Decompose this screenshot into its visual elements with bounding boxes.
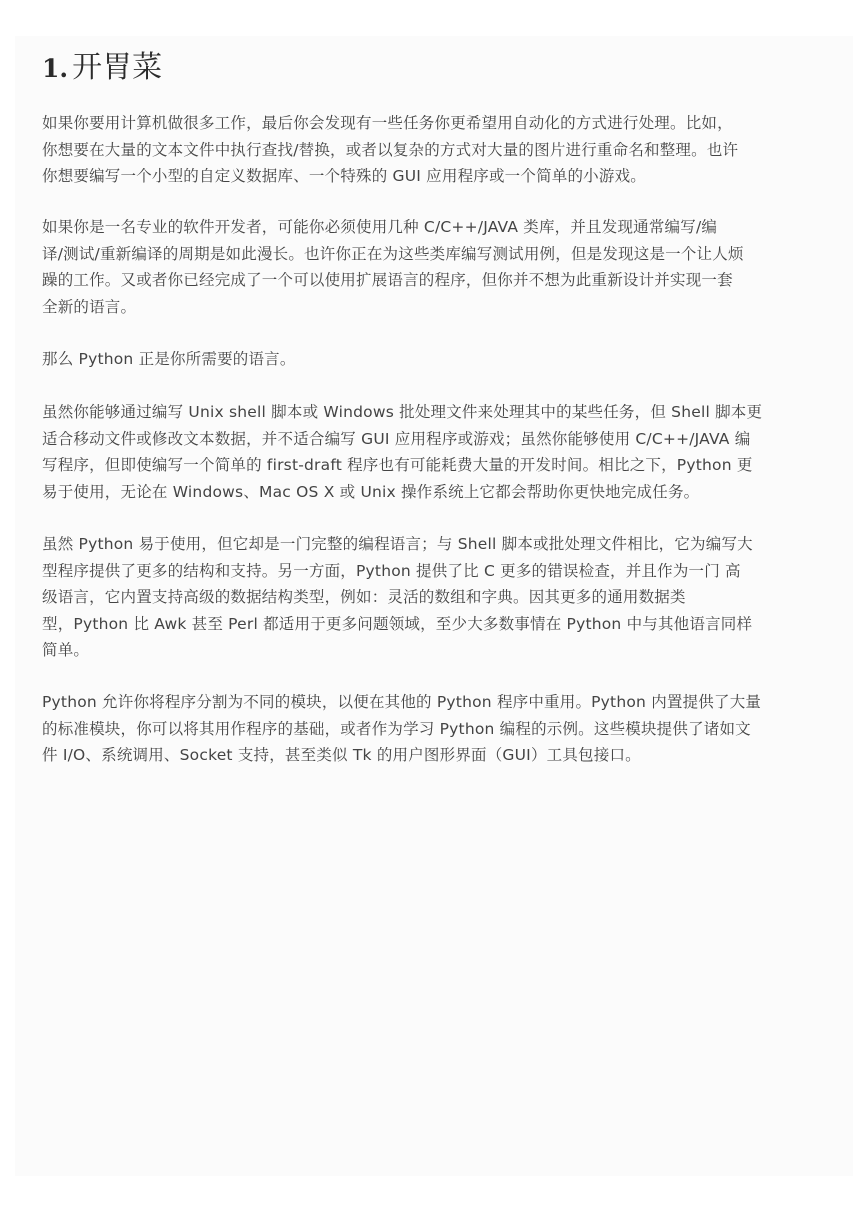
chapter-title: 开胃菜	[72, 50, 163, 85]
paragraph-1	[42, 110, 832, 190]
paragraph-line: 那么 Python 正是你所需要的语言。	[42, 350, 296, 368]
paragraph-line: 的标准模块，你可以将其用作程序的基础，或者作为学习 Python 编程的示例。这些模块提供了诸如文	[42, 719, 751, 738]
paragraph-line: 你想要编写一个小型的自定义数据库、一个特殊的 GUI 应用程序或一个简单的小游戏。	[42, 167, 646, 185]
paragraph-2	[42, 214, 832, 320]
chapter-number: 1.	[42, 54, 69, 83]
paragraph-line: 易于使用，无论在 Windows、Mac OS X 或 Unix 操作系统上它都会帮助你更快地完成任务。	[42, 482, 700, 501]
paragraph-line: 适合移动文件或修改文本数据，并不适合编写 GUI 应用程序或游戏；虽然你能够使用 C/C++/JAVA 编	[42, 429, 751, 448]
paragraph-line: 躁的工作。又或者你已经完成了一个可以使用扩展语言的程序，但你并不想为此重新设计并实现一套	[42, 271, 733, 289]
paragraph-line: 虽然 Python 易于使用，但它却是一门完整的编程语言；与 Shell 脚本或批处理文件相比，它为编写大	[42, 535, 753, 553]
paragraph-line: 件 I/O、系统调用、Socket 支持，甚至类似 Tk 的用户图形界面（GUI）工具包接口。	[42, 746, 641, 764]
paragraph-line: 简单。	[42, 641, 90, 659]
paragraph-line: 全新的语言。	[42, 297, 137, 316]
paragraph-line: 如果你是一名专业的软件开发者，可能你必须使用几种 C/C++/JAVA 类库，并且发现通常编写/编	[42, 218, 718, 236]
paragraph-line: 级语言，它内置支持高级的数据结构类型，例如：灵活的数组和字典。因其更多的通用数据类	[42, 588, 686, 606]
paragraph-line: 写程序，但即使编写一个简单的 first-draft 程序也有可能耗费大量的开发时间。相比之下，Python 更	[42, 456, 753, 474]
paragraph-line: 虽然你能够通过编写 Unix shell 脚本或 Windows 批处理文件来处理其中的某些任务，但 Shell 脚本更	[42, 403, 763, 421]
paragraph-line: 译/测试/重新编译的周期是如此漫长。也许你正在为这些类库编写测试用例，但是发现这是一个让人烦	[42, 244, 744, 263]
paragraph-4	[42, 399, 832, 505]
paragraph-line: Python 允许你将程序分割为不同的模块，以便在其他的 Python 程序中重用。Python 内置提供了大量	[42, 693, 762, 711]
paragraph-6	[42, 689, 832, 769]
paragraph-line: 型，Python 比 Awk 甚至 Perl 都适用于更多问题领域，至少大多数事情在 Python 中与其他语言同样	[42, 614, 753, 633]
paragraph-line: 如果你要用计算机做很多工作，最后你会发现有一些任务你更希望用自动化的方式进行处理。比如，	[42, 114, 733, 132]
paragraph-3	[42, 346, 832, 373]
paragraph-line: 型程序提供了更多的结构和支持。另一方面，Python 提供了比 C 更多的错误检查，并且作为一门 高	[42, 561, 741, 580]
paragraph-line: 你想要在大量的文本文件中执行查找/替换，或者以复杂的方式对大量的图片进行重命名和整理。也许	[42, 140, 739, 159]
paragraph-5	[42, 531, 832, 664]
chapter-heading	[42, 44, 162, 88]
